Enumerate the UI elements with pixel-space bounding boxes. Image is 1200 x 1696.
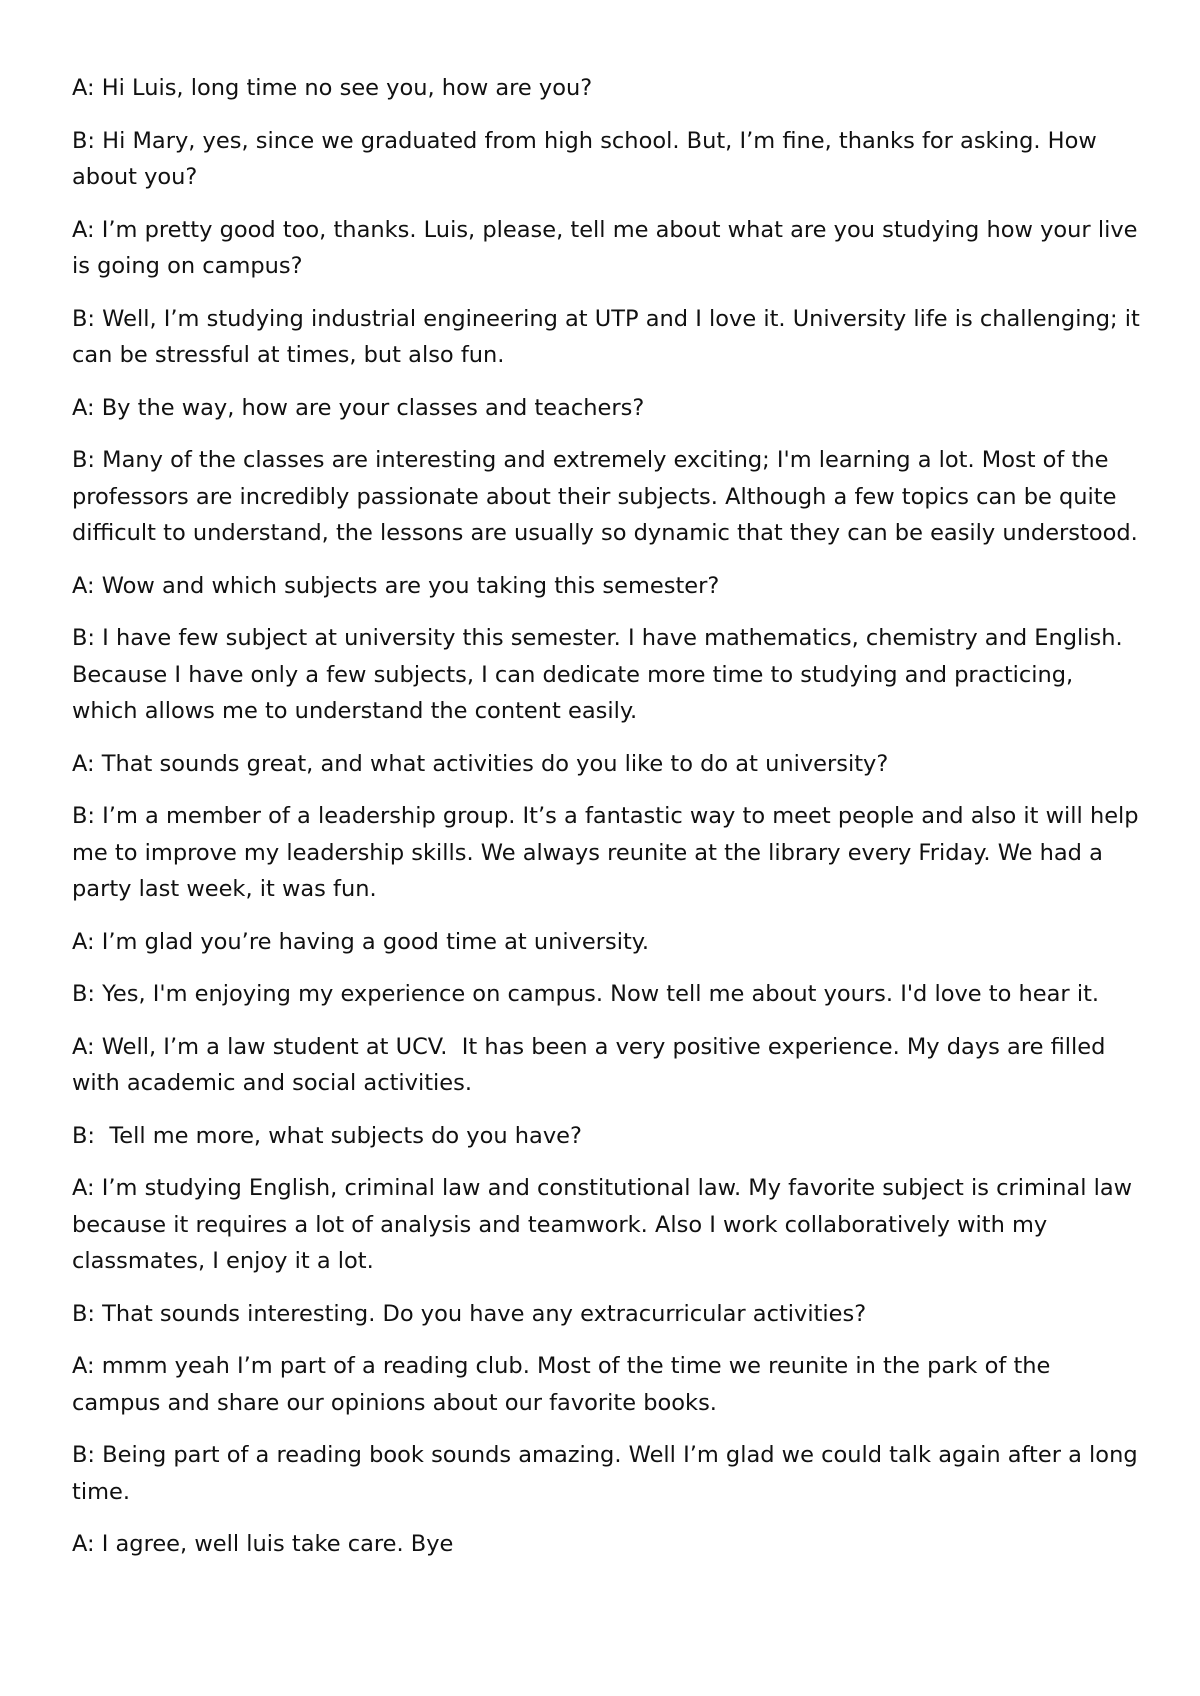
dialogue-line: A: Well, I’m a law student at UCV. It has been a very positive experience. My days are filled with academic and social activities. (72, 1033, 1113, 1096)
dialogue-line: A: Wow and which subjects are you taking this semester? (72, 572, 720, 599)
dialogue-line: B: Tell me more, what subjects do you have? (72, 1122, 582, 1149)
dialogue-line: A: Hi Luis, long time no see you, how are you? (72, 75, 593, 101)
dialogue-line: B: Hi Mary, yes, since we graduated from high school. But, I’m fine, thanks for asking. How about you? (72, 127, 1104, 190)
dialogue-line: A: By the way, how are your classes and teachers? (72, 394, 645, 421)
dialogue-line: A: I agree, well luis take care. Bye (72, 1531, 454, 1557)
dialogue-line: B: Yes, I'm enjoying my experience on campus. Now tell me about yours. I'd love to hear it. (72, 981, 1100, 1007)
dialogue-line: A: I’m studying English, criminal law and constitutional law. My favorite subject is criminal law because it requires a lot of analysis and teamwork. Also I work collaboratively with my classmates, I enjoy it a lot. (72, 1175, 1140, 1274)
dialogue-line: B: Being part of a reading book sounds amazing. Well I’m glad we could talk again after a long time. (72, 1442, 1145, 1505)
dialogue-line: A: I’m pretty good too, thanks. Luis, please, tell me about what are you studying how your live is going on campus? (72, 216, 1145, 279)
dialogue-line: B: I’m a member of a leadership group. It’s a fantastic way to meet people and also it will help me to improve my leadership skills. We always reunite at the library every Friday. We had a party last week, it was fun. (72, 803, 1146, 902)
dialogue-line: B: I have few subject at university this semester. I have mathematics, chemistry and English. Because I have only a few subjects, I can dedicate more time to studying and practicing, which allows me to understand the content easily. (72, 625, 1130, 724)
dialogue-line: B: That sounds interesting. Do you have any extracurricular activities? (72, 1300, 867, 1327)
dialogue-line: A: mmm yeah I’m part of a reading club. Most of the time we reunite in the park of the campus and share our opinions about our favorite books. (72, 1353, 1058, 1416)
dialogue-line: B: Many of the classes are interesting and extremely exciting; I'm learning a lot. Most of the professors are incredibly passionate about their subjects. Although a few topics can be quite difficult to understand, the lessons are usually so dynamic that they can be easily understood. (72, 447, 1138, 546)
dialogue-line: A: That sounds great, and what activities do you like to do at university? (72, 750, 889, 777)
dialogue-line: B: Well, I’m studying industrial engineering at UTP and I love it. University life is challenging; it can be stressful at times, but also fun. (72, 305, 1147, 368)
document-page (72, 70, 1147, 1579)
dialogue-line: A: I’m glad you’re having a good time at university. (72, 928, 650, 955)
